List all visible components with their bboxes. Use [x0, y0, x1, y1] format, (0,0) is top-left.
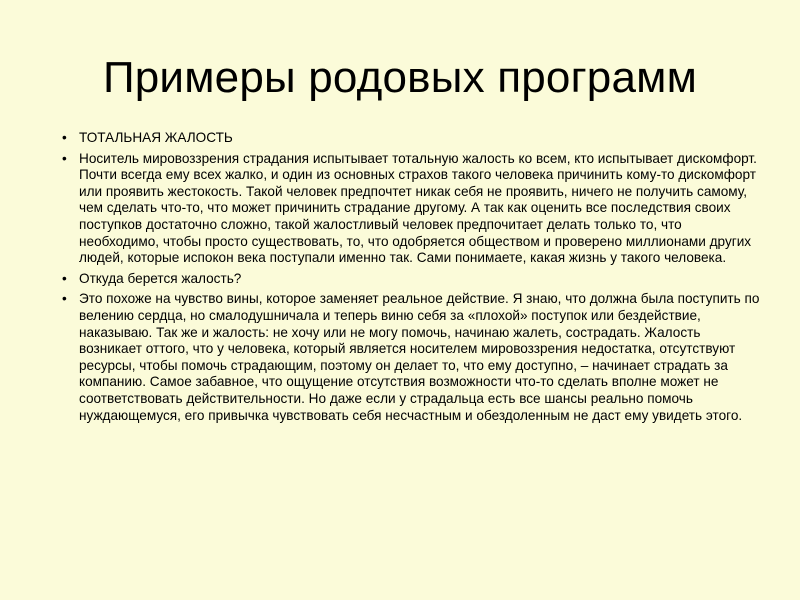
bullet-item-description [62, 151, 762, 267]
bullet-dot-icon: • [62, 130, 67, 145]
bullet-dot-icon: • [62, 291, 67, 307]
bullet-item-heading [62, 130, 762, 147]
bullet-text: Откуда берется жалость? [79, 270, 242, 286]
bullet-dot-icon: • [62, 270, 67, 286]
slide-title: Примеры родовых программ [102, 53, 698, 102]
bullet-text: Носитель мировоззрения страдания испытывает тотальную жалость ко всем, кто испытывает дискомфорт. Почти всегда ему всех жалко, и один из основных страхов такого человека причинить кому-то дискомфорт или проявить жестокость. Такой человек предпочтет никак себя не проявить, ничего не получить самому, чем сделать что-то, что может причинить страдание другому. А так как оценить все последствия своих поступков достаточно сложно, такой жалостливый человек предпочитает делать только то, что необходимо, чтобы просто существовать, то, что одобряется обществом и проверено миллионами других людей, которые испокон века поступали именно так. Сами понимаете, какая жизнь у такого человека. [79, 150, 757, 266]
bullet-dot-icon: • [62, 150, 67, 166]
bullet-text: ТОТАЛЬНАЯ ЖАЛОСТЬ [79, 130, 233, 145]
bullet-item-answer [62, 291, 762, 424]
bullet-list [62, 130, 762, 428]
bullet-item-question [62, 271, 762, 288]
bullet-text: Это похоже на чувство вины, которое заменяет реальное действие. Я знаю, что должна была поступить по велению сердца, но смалодушничала и теперь виню себя за «плохой» поступок или бездействие, наказываю. Так же и жалость: не хочу или не могу помочь, начинаю жалеть, сострадать. Жалость возникает оттого, что у человека, который является носителем мировоззрения недостатка, отсутствуют ресурсы, чтобы помочь страдающим, поэтому он делает то, что ему доступно, – начинает страдать за компанию. Самое забавное, что ощущение отсутствия возможности что-то сделать вполне может не соответствовать действительности. Но даже если у страдальца есть все шансы реально помочь нуждающемуся, его привычка чувствовать себя несчастным и обездоленным не даст ему увидеть этого. [79, 291, 760, 423]
